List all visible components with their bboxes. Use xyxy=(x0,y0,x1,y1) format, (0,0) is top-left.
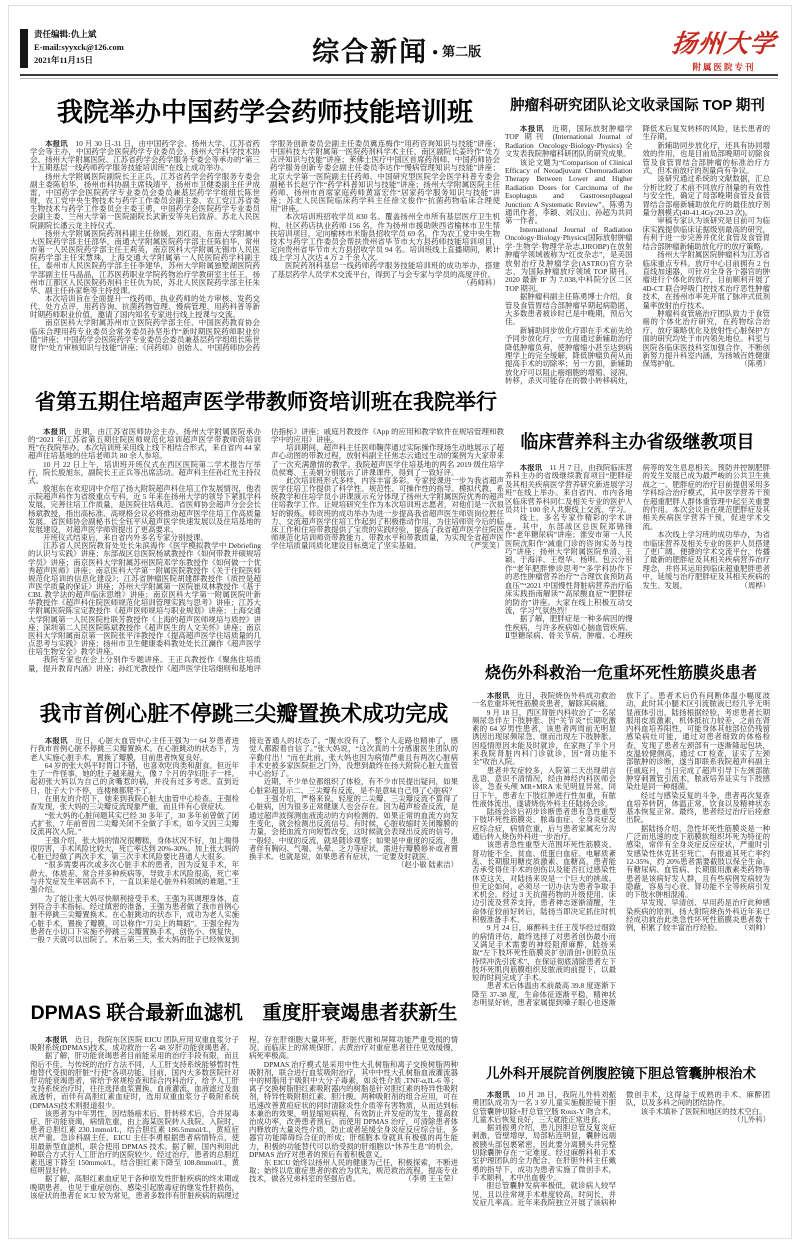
paragraph: 本报讯 近期，由江苏省医师协会主办、扬州大学附属医院承办的“2021 年江苏省第五期住院医师规范化培训超声医学带教师资培训班”在我院举办。本次培训班采用线上线下相结合形式，来自省内 44 家超声住培基地的住培老师共 80 余人参培。 xyxy=(28,428,262,461)
article-headline: 我院举办中国药学会药师技能培训班 xyxy=(56,97,473,127)
paragraph: 扬州大学附属医院药剂科副主任徐媛、刘红雨，东南大学附属中大医院药学部主任邵华，南通大学附属医院药学部主任陈伯华，常州市第一人民医院药学部主任王莉英，南京医科大学附属无锡市人民医院药学部主任宋慧珠，上海交通大学附属第一人民医院药学科副主任，泰州市人民医院药学部主任李建华，苏州大学附属独墅湖医院药学部副主任马晶晶，江苏医药职业学院药物治疗学教研室主任王，扬州市江都区人民医院药剂科主任仇为民，苏北人民医院药学部主任朱华、副主任孙家艳等主持授课。 xyxy=(30,228,260,295)
paragraph: 该手术填补了医院和地区的技术空白。 （儿外科） xyxy=(640,1106,770,1124)
page-number-label: 第二版 xyxy=(442,44,482,59)
article-oncology-top-journal xyxy=(505,94,770,387)
article-signature: （周桦） xyxy=(740,580,770,590)
date-line: 2021年11月15日 xyxy=(34,55,94,65)
byline-lead: 本报讯 xyxy=(486,692,518,700)
paragraph: 线上，多名专家作精彩的学术讲座。其中，东部战区总医院郑锦锋作“老年糖尿病”讲座；淮安市第一人民医院沈阳作“减重门诊的咨询实务与技巧”讲座；扬州大学附属医院单清、王颖、于海洋、王煜华、杨明、包云分别作“老年肥胖惨诊思考”“多学科协作下的恶性肿瘤营养治疗”“合理饮食预防高血压”“2021 中国慢性肾脏病营养治疗临床实践指南解读”“高尿酸血症”“肥胖症的防治”讲座。大家在线上积极互动交流，学习气氛热烈！ xyxy=(505,513,633,615)
article-signature: （赵小敏 陆素洁） xyxy=(397,860,458,870)
paragraph: 为了能让张大妈尽快顺利接受手术，王强为其调理身体，直到符合手术指标。经过缜密的准备，王强为患者做了我市首例心脏不停跳三尖瓣置换术。在心脏跳动的状态下，成功为老人实施心脏手术，置换了瓣膜，可以称作“刀尖上的舞蹈”。王强全程为患者在小切口下实施不停跳三尖瓣置换手术，创伤小、恢复快，一般 7 天就可以出院了。术后第三天，张大妈的肚子已经恢复到接近普通人的状态了。“腹水没有了，整个人走路也精神了，感觉人都跟着自信了。”张大妈说，“这次真的十分感谢医生团队的辛勤付出！”而在此前，张大妈也因为病情严重且有两次心脏病手术史被多家医院拒之门外，没想到最终在扬大附院心脏大血管中心治好了。 xyxy=(30,737,458,945)
paragraph: 殷旭东在欢迎词中介绍了扬大附院超声科住培工作发展情况，他表示院超声科作为省级重点专科，近 5 年来在扬州大学的领导下紧抓学科发展，完善住培工作质量，是医院住培典范。省医师协会超声分会会长杨斌教授，指出高标准、高规格会议必将推动超声医学住培工作高质量发展。省医师协会副秘书长全钰平从超声医学快速发展以及住培基地的发展建设，对超声医学师资提出了更高要求。 xyxy=(28,484,261,534)
article-body xyxy=(28,428,504,680)
article-headline: 省第五期住培超声医学带教师资培训班在我院举行 xyxy=(35,391,497,414)
paragraph: 培训期间，超声科主任医师鞠萍通过实际操作现场生动地展示了超声心动图的带教过程，放射科副主任焦志云通过生动的案例为大家带来了一次充满激情的教学。我院超声医学住培基地的两名 2019 级住培学员侯骞、王美娟分别展示了讲课课件，得到了一致好评。 xyxy=(271,443,504,477)
paragraph: 据陆扬介绍，急性坏死性筋膜炎是一种广泛而迅速的皮下筋膜软组织坏死为特征的感染，常伴有全身炎症反应症状，严重时引发感染性休克甚至死亡，有报道其死亡率约 12-35%，约 20%患者需要截肢以保全生命。有糖尿病、血管病、长期服用激素类药物等患者是该病好发人群，且有些病例发病较为隐蔽，容易与心衰、肾功能不全等疾病引发的下肢水肿相混淆。 xyxy=(626,823,770,900)
paragraph: 本报讯 11 月 7 日，由我院临床营养科主办的省级继续教育项目“肥胖症及其相关疾病医学营养研究新进展学习班”在线上举办。来自省内、市内各地区临床营养科同仁及相关专业的医护人员共计 100 余人共聚线上交流、学习。 xyxy=(505,464,633,515)
paragraph: 扬州大学附属医院副院长王正兵，江苏省药学会药学服务专委会副主委陈伯华，扬州市科协副主席钱靖平，扬州市卫健委副主任尹成雷，中国药学会医院药学专业委员会委员兼基层药学学组组长陈世财，农工党中央生物技术与药学工作委员会副主委、农工党江苏省委生物技术与药学工作委员会主委王勇，中国药学会医院药学专业委员会副主委、兰州大学第一医院副院长武新安等先后致辞。苏北人民医院副院长潘云龙主持仪式。 xyxy=(30,171,260,230)
article-burn-surgery-rescue xyxy=(472,660,770,1014)
paragraph: “张大妈的心脏问题其实已经 30 多年了，30 多年前曾做了闭式扩张，7 年前曾因二尖瓣关闭不全做了手术，如今又因三尖瓣反流再次入院。” xyxy=(30,810,239,837)
paragraph: 胆总管囊肿发病率极低，就诊病人较罕见，且以往常规手术难度较高，时间长，并发症几率高。近年来我院独立开展了该病种微创手术，这得益于成熟的手术、麻醉团队，以及多科之间的团结协作。 xyxy=(472,1091,770,1207)
paragraph: 肿瘤科食管癌治疗团队致力于食管癌的个体化治疗研究，在药物综合治疗、放疗策略优化及放射性心脏保护方面的研究均处于市内领先地位。科室与医院各临床医技科室加强合作，不断创新努力提升科室内涵，为扬城百姓健康保驾护航。 （陈勇） xyxy=(642,308,770,369)
paragraph: 开班仪式结束后，来自省内外多名专家分别授课。 xyxy=(43,533,208,543)
paragraph: 本次培训旨在全面提升一线药师、执业药师的处方审核、发药交代、处方点评、用药咨询、抗菌药物管理、慢病管理、用药科普等新时期药师职业价值，邀请了国内知名专家进行线上授课与交流。 xyxy=(30,293,260,320)
article-body xyxy=(505,125,770,387)
paragraph: 早发现、早清创、早用药是治疗此种感染疾病的原则。扬大附院烧伤外科近年来已经成功救治此类急性坏死性筋膜炎患者数十例，积累了较丰富治疗经验。 （刘帅） xyxy=(626,898,770,933)
paragraph: 64 岁的张大妈平时胃口不错，也喜欢吃肉类和甜食。但近年生了一件怪事，她的肚子越来越大，像 7 个月的孕妇肚子一样。起初张大妈以为自己的贪嘴惹的祸，并没有过多考虑。直到近日，肚子大个不停，连楼梯都爬不了。 xyxy=(30,760,239,795)
paragraph: 审稿专家认为该研究是目前可为临床实践提供临床证据级别最高的研究，有利于进一步完善并优化食管及食管胃结合部肿瘤新辅助放化疗的放疗策略。 xyxy=(642,216,770,251)
paragraph: 在朋友的介绍下，她来到我院心脏大血管中心检查。王强检查发现，张大妈的三尖瓣反流现象严重，而且伴有心衰症状。 xyxy=(30,794,239,812)
paragraph: 医院药剂科基层一线药师药学服务技能培训班的成功举办，搭建了基层药学人员学术交流平台，得到了与会专家与学员的高度评价。 （药师科） xyxy=(270,261,500,287)
paragraph: 患者并发症较多，入院第二天出现胡言乱语、意识不清情况，经由神经内科医师会诊，急查头颅 MR+MRA 未见明显异常。同日下午，患者左下肢红肿进行性加重，有脓性液体流出，遂请烧伤外科主任陆扬会诊。 xyxy=(472,765,616,808)
paragraph: 本报讯 10 月 30 日-31 日，由中国药学会、扬州大学、江苏省药学会等主办，中国药学会医院药学专业委员会、扬州大学科学技术协会、扬州大学附属医院、江苏省药学会药学服务专委会等承办的“第三十五期基层一线药师药学服务技能培训班”在线上成功举办。 xyxy=(30,140,261,173)
article-body xyxy=(30,140,500,358)
byline-lead: 本报讯 xyxy=(519,464,550,472)
paragraph: 据了解，肝功能衰竭患者目前能采用的治疗手段有限，而且预后不佳。与传统的治疗方法不同，人工肝支持系统能够暂时性地替代受损的肝脏“行使”各项功能。目前，国内大多数医院针对肝功能衰竭患者，常给予常规检查和综合内科治疗，给予人工肝支持系统治疗时，往往选择血浆置换、血液灌流、血液滤过及血液透析，而伴有高胆红素血症时，选用双重血浆分子吸附系统(DPMAS)技术则报道很少。 xyxy=(30,1051,239,1110)
article-dpmas-liver-failure xyxy=(30,997,458,1206)
article-headline: 临床营养科主办省级继教项目 xyxy=(520,432,755,452)
paragraph: 该患者急性重型大范围坏死性筋膜炎、肾功能不全、贫血、低蛋白血症、电解质紊乱、长期服用糖皮质激素、血糖高，患者能否承受得住手术的创伤以及能否扛过感染性休克这关，对陆扬来说是一个巨大的挑战。但无论如何，必须尽一切办法为患者争取手术机会。经过 3 天抗菌药物的升级使用、床边引流及营养支持，患者神志逐渐清醒，生命体征较前好转后，陆扬当即决定抓住时机积极准备手术。 xyxy=(472,840,616,925)
paragraph: 10 月 22 日上午，培训班开班仪式在西区医院第二学术报告厅举行，院长殷旭东，副院长王正兵等出席活动。超声科主任孙红光主持仪式。 xyxy=(28,459,261,485)
paragraph: 新辅助同步放化疗即在手术前先给予同步放化疗，一方面通过新辅助治疗降低肿瘤负荷，使肿瘤缩小甚至达到病理学上的完全缓解，降低肿瘤负荷从而提高手术的切除率；另一方面，新辅助放化疗可以阻止癌细胞的增殖、浸润、转移，杀灭可能存在的微小转移病灶，降低术后复发转移的风险，延长患者的生存期。 xyxy=(505,125,770,386)
article-headline: DPMAS 联合最新血滤机 重度肝衰竭患者获新生 xyxy=(30,1002,458,1024)
paragraph: 新辅助同步放化疗，还具有协同增效的作用，也是目前局部晚期可切除食管及食管胃结合部肿瘤的标准治疗方式，但术前放疗的剂量尚有争议。 xyxy=(642,140,770,176)
article-clinical-nutrition xyxy=(505,428,770,642)
byline-lead: 本报讯 xyxy=(43,428,75,436)
paragraph: “很多需要再次或多次心脏手术的患者，因为反复手术，年龄大、体质差、常合并多种疾病等，导致手术风险很高，死亡率与并发症发生率居高不下，一直以来是心脏外科领域的难题。”王强介绍。 xyxy=(30,860,239,895)
paragraph: 9 月 24 日，麻醉科主任王茂华经过细致的病情评估，最终选择了对患者创伤最小而又满足手术需要的神经阻滞麻醉，陆扬采取“左下肢坏死性筋膜炎扩创清创+创腔负压持续冲洗引流术”，在保证彻底清除患者左下肢坏死肌肉筋膜组织及脓液的前提下，以最短的时间完成了手术。 xyxy=(472,923,616,983)
masthead-accent-bar xyxy=(20,29,28,68)
paragraph: 我院专家也在会上分别作专题讲座。王正兵教授作《聚焦住培质量，提升教育内涵》讲座；孙红光教授作《超声医学住培细则和基地评估指标》讲座；戚庭月教授作《App 的应用和教学软件在规培管理和教学中的应用》讲座。 xyxy=(28,428,504,673)
paragraph: 江苏省人民医院教育处处长朱滨海作《医学模拟教学中 Debriefing 的认识与实践》讲座；东部战区总医院杨斌教授作《如何带教并硕规培学员》讲座；南京医科大学附属苏州医院邓学东教授作《如何做一个优秀超声医师》讲座；南京医科大学第一附属医院教授作《关于住院医师规范化培训的信息化建设》；江苏省肿瘤医院胡建群教授作《质控是超声医学质量的保证》讲座；苏州大学附属第一医院崔凤林教授作《基于 CBL 教学法的超声临床思维》讲座；南京医科大学第一附属医院叶新华教授作《超声科住院医师规范化培训管理实践与思考》讲座；江苏大学附属医院陈宝定教授作《超声医师规培与职业规划》讲座；上海交通大学附属第一人民医院杜联芳教授作《上海的超声医师规培与质控》讲座；深圳第二人民医院陈斌教授作《超声医生的人文关怀》讲座；南京医科大学附属南京第一医院张平洋教授作《提高超声医学住培质量的几点思考与实践》讲座；扬州市卫生健康委科教处处长江澜作《超声医学住培生物安全》教学讲座。 xyxy=(28,541,261,657)
paragraph: 本次线上学习班的成功举办，为省市临床营养及相关专业的医护人员搭建了更广阔、便捷的学术交流平台，传播了最新的肥胖症及其相关疾病营养治疗理念，并将其运用到临床超重肥胖患者中，延缓与治疗肥胖症及其相关疾病的发生、发展。 （周桦） xyxy=(642,530,770,590)
masthead-info xyxy=(34,28,124,67)
article-headline: 肿瘤科研究团队论文收录国际 TOP 期刊 xyxy=(510,98,765,114)
byline-lead: 本报讯 xyxy=(44,737,76,745)
paragraph: 本报讯 10 月 28 日，我院儿外科刘振勇团队成功为一名 3 岁儿童实施腹腔镜下胆总管囊肿切除+肝总管空肠 Roux-Y 吻合术，儿童术后恢复良好，三天就能正常进食。 xyxy=(472,1091,616,1124)
article-body xyxy=(472,692,770,1014)
yangzhou-university-logo: 扬州大学 xyxy=(670,31,778,58)
article-pharmacist-training xyxy=(30,92,500,358)
article-heart-valve-surgery xyxy=(30,697,458,945)
paragraph: 该研究通过系统的文献数据，汇总分析比较了术前不同放疗剂量的有效性与安全性，确定了局部晚期食管及食管胃结合部癌新辅助放化疗的最佳放疗剂量分割模式(40-41.4Gy/20-23 次)。 xyxy=(642,174,770,218)
paragraph: 陆扬会诊后初步诊断患者患有急性重型下肢坏死性筋膜炎、脓毒血症、全身炎症反应综合症，病情危重，后与患者家属充分沟通后转入烧伤外科进一步治疗。 xyxy=(472,807,616,842)
article-body xyxy=(30,737,458,945)
paragraph: 本次培训班招收学员 830 名。覆盖扬州全市所有基层医疗卫生机构、社区药店执业药师 156 名，作为扬州市援助陕西省榆林市卫生帮扶培训项目，定向榆林市米脂县招收学员 69 名，作为农工党中央生物技术与药学工作委员会帮扶贵州省毕节市大方县药师技能培训项目，定向贵州省毕节市大方县招收学员 94 名。培训班线上直播期间，累计线上学习人次达 4 万 2 千余人次。 xyxy=(270,212,500,263)
paragraph: 王强介绍，张大妈的情况很糟糕，身体状况不好，加上喘得很厉害，手术风险比较大，死亡率达到 20%-30%。加上张大妈的心脏已经做了两次手术，第三次手术风险要比普通人大很多。 xyxy=(30,835,239,862)
affiliated-hospital-label: 附属医院专刊 xyxy=(692,62,756,72)
byline-lead: 本报讯 xyxy=(519,125,553,133)
byline-lead: 本报讯 xyxy=(44,1036,75,1044)
article-pediatric-laparoscopy xyxy=(472,1062,770,1217)
brand-box xyxy=(672,24,776,73)
article-signature: （李勇 王玉荣） xyxy=(404,1174,458,1184)
paragraph: 据刘振勇介绍，患儿因胆总管反复炎症刺激，管壁增厚，局部粘连明显，囊肿远端被胰头部包裹紧密，因此要分离胰头并完整切除囊肿存在一定难度。经过麻醉科和手术室护理团队的全力配合，在肝胆外科主任戴勇的指导下，成功为患者实施了微创手术，手术顺利，术中出血极少。 xyxy=(472,1123,616,1182)
paragraph: 该论文题为“Comparison of Clinical Efficacy of Neoadjuvant Chemoradiation Therapy Between Lower and Higher Radiation Doses for Carcinoma of the Esophagus and Gastroesophageal Junction: A Systematic Review”。陈勇为通讯作者，李颖、刘汉山、孙超为共同第一作者。 xyxy=(505,157,633,226)
paragraph: 9 月 18 日，西区肾脏内科收治了一名尿频尿急伴左下肢肿胀、因“关节炎”长期吃激素的 64 岁男性患者，该患者两周前无明显诱因出现尿频尿急，继而出现左下肢肿胀。因疫情原因未能及时就诊，在家拖了半个月来我院肾脏内科门诊就诊，因“肾功能不全”收治入院。 xyxy=(472,707,616,767)
paragraph: 王强介绍，严格来说，轻度的二尖瓣、三尖瓣反流不算得了心脏病，因为很多正常健康人也会存在。因为超声检查反流，是通过超声波探测血液流动的方向检测的。如果正常的血流方向发生变化，就会检测出反流信号。有时候，心脏收缩时关闭瓣膜的力量，会使血流方向短暂改变，这时候就会表现出反流的信号。一般轻、中度的反流，就是随诊观察；如果是中重度的反流，患者伴有胸闷、气喘、头晕、乏力等症状，需进行瓣膜修补或者置换手术。也就是说，如果患者有症状，一定要及时就医。 （赵小敏 陆素洁） xyxy=(249,794,458,870)
paragraph: DPMAS 治疗模式是采用中性大孔树脂和离子交换树脂两种吸附剂，联合进行血浆吸附治疗，其中中性大孔树脂血液灌流器中的树脂用于吸附中大分子毒素，如炎性介质 ,TNF-α,IL-6 等；离子交换树脂胆红素吸附器内的树脂是针对胆红素的特异性吸附剂，特异性吸附胆红素、胆汁酸。两种吸附剂的组合应用，可在迅速改善黄疸症状的同时清除炎性介质等有害物质，从而达到标本兼治的效果，明显缩短病程，有效防止并发症的发生，提高救治成功率，改善患者预后。而使用 DPMAS 治疗，可清除患者体内释放的大量炎性介质，防止或者延缓全身炎症反应综合征，多器官功能障碍综合征的形成；肝细胞本身就具有极强的再生能力，积极的功能替代可以给受损的肝细胞以“休养生息”的机会，DPMAS 治疗对患者的预后有着积极意义。 xyxy=(249,1059,458,1159)
section-header xyxy=(312,30,481,69)
paragraph: 经过与感染反复的斗争，患者再次复查血培养转阴，体温正常，饮食以及精神状态基本恢复正常。最终，患者经过治疗后痊愈出院。 xyxy=(626,790,770,825)
article-ultrasound-training xyxy=(28,386,504,680)
byline-lead: 本报讯 xyxy=(45,140,76,148)
article-signature: （严笑笑） xyxy=(466,541,504,551)
article-signature: （药师科） xyxy=(462,277,500,287)
email-line: E-mail:syyxck@126.com xyxy=(34,42,124,52)
article-signature: （儿外科） xyxy=(733,1114,770,1124)
article-signature: （刘帅） xyxy=(740,923,770,933)
paragraph: 东 EICU 始终以扬州人民的健康为己任，积极探索，不断进取；始终以危重症患者的救治为优先，规范救治流程，提高专业技术，做各兄弟科室的坚强后盾。 （李勇 王玉荣） xyxy=(249,1158,458,1184)
paragraph: 扬州大学附属医院肿瘤科为江苏省临床重点专科。放疗中心目前拥有 2 台直线加速器，可针对全身各个器官的肿瘤进行个体化的放疗，目前顺利开展了 4D-CT 联合呼吸门控技术治疗恶性肿瘤技术，在扬州市率先开展了脉冲式低剂量率放射治疗技术。 xyxy=(642,250,770,310)
paragraph: 本报讯 近日，我院烧伤外科成功救治一名危重坏死性筋膜炎患者，解除其病痛。 xyxy=(472,692,616,709)
paragraph: 据肿瘤科副主任陈勇博士介绍，食管及食管胃结合部肿瘤早期起病隐匿，大多数患者被诊时已是中晚期，预后欠佳。 xyxy=(505,292,633,327)
article-headline: 儿外科开展院首例腹腔镜下胆总管囊肿根治术 xyxy=(486,1066,756,1081)
paragraph: 该患者为中年男性，因结肠癌术后、肝转移术后，合并尿毒症、肝功能衰竭，病情危重，由上海某医院转入我院。入院时，患者总胆红素 230.1mmol/L，结合胆红素 186.5mmol/L，黄疸症状严重。急诊科副主任、EICU 主任李勇根据患者病情特点，使用最新型血滤机，联合使用 DPMAS 技术。据了解，国内利用此种联合方式行人工肝治疗的医院较少。经过治疗，患者的总胆红素迅速下降至 150mmol/L，结合胆红素下降至 108.8mmol/L，黄疸明显好转。 xyxy=(30,1108,239,1176)
article-signature: （陈勇） xyxy=(740,359,770,369)
masthead-rule xyxy=(20,74,778,79)
editor-line: 责任编辑:仇上斌 xyxy=(34,29,97,39)
article-headline: 烧伤外科救治一危重坏死性筋膜炎患者 xyxy=(484,665,757,682)
paragraph: 此次培训班形式多样，内容丰富多彩。专家授课进一步为我省超声医学住培工作提供了科学性、规范性、可操作性的指导。模拟代教、系统教学和住培学员小讲课演示充分体现了扬州大学附属医院优秀的超声住培教学工作。让规培研究生作为本次培训班志愿者，对他们是一次很好的锻炼。师资班的成功举办为进一步提高我省超声医生师资岗位胜任力、交流超声医学住培工作起到了积极推动作用，为住培师资今后的临床工作和住培带教提供了宝贵的实践经验，提高了我省超声医学住院医师规范化培训师资带教能力、带教水平和带教质量，为实现全省超声医学住培质量同质化建设目标奠定了坚实基础。 （严笑笑） xyxy=(271,475,504,551)
article-body xyxy=(505,464,770,642)
section-title: 综合新闻 xyxy=(312,37,429,67)
paragraph: 本报讯 近期，国际放射肿瘤学 TOP 期刊 (International Journal of Radiation Oncology·Biology·Physics)全文发表我院肿瘤科研团队的研究成果。 xyxy=(505,125,633,159)
byline-lead: 本报讯 xyxy=(486,1091,518,1099)
dot-separator-icon: ● xyxy=(432,47,439,58)
article-headline: 我市首例心脏不停跳三尖瓣置换术成功完成 xyxy=(39,702,449,726)
paragraph: 近期，不少单位都组织了体检，有不少市民提出疑问，如果心脏彩超显示二、三尖瓣有反流，是不是意味自己得了心脏病？ xyxy=(249,777,458,795)
paragraph: 据了解，高胆红素血症见于各种原发性肝脏疾病的终末期或晚期患者，也见于重症创伤、感染引起脓毒症的继发性肝损伤，该症状的患者在 ICU 较为常见，患者多数伴有肝脏疾病的病理过程，存在肝细胞大量坏死，肝脏代谢和屏障功能严重受损的情况。而临床上的常规保肝、去黄治疗对重症患者往往见效缓慢，病死率极高。 xyxy=(30,1036,458,1200)
article-body xyxy=(472,1091,770,1217)
paragraph: 南京医科大学附属苏州市立医院药学部主任、中国医药教育协会临床合理用药专业委员会常务委员孙坚彤作“新时期医院药师职业价值”讲座；中国药学会医院药学专业委员会委员兼基层药学组组长陈世财作“处方审核知识与技能”讲座；《问药师》创始人、中国药师协会药学服务创新委员会副主任委员冀连梅作“用药咨询知识与技能”讲座；中国科技大学附属第一医院药剂科学术主任、南区副院长姜玲作“处方点评知识与技能”讲座；莱佛士医疗中国区首席药剂师、中国药师协会药学服务创新专委会副主任委员李达作“慢病管理知识与技能”讲座；北京大学第一医院副主任药师、中国研究型医院学会医学科普专委会副秘书长赵宁作“药学科普知识与技能”讲座；扬州大学附属医院主任药师、扬州市首席家庭药师黄富宏作“居家药学服务知识与技能”讲座；苏北人民医院临床药学科主任徐文俊作“抗菌药物临床合理使用”讲座。 xyxy=(30,140,500,352)
article-body xyxy=(30,1036,458,1206)
paragraph: International Journal of Radiation Oncology·Biology·Physics(国际放射肿瘤学·生物学·物理学杂志,IJROBP)在放射肿瘤学领域被称为“红皮杂志”，是美国放射治疗及肿瘤学会(ASTRO)官方杂志，为国际肿瘤放疗领域 TOP 期刊。2020 最新 IF 为 7.038,中科院分区二区 TOP 期刊。 xyxy=(505,224,633,293)
paragraph: 本报讯 近日，我院东区医院 EICU 团队应用双重血浆分子吸附系统(DPMAS)技术，成功救治一名 48 岁肝功能衰竭患者。 xyxy=(30,1036,239,1053)
paragraph: 据了解，肥胖症是一种多病因的慢性疾病，与许多疾病如心脑血管疾病、Ⅱ型糖尿病、骨关节病、肿瘤、心理疾病等的发生息息相关。预防并控制肥胖的发生发展已成为最严峻的公共卫生挑战之一。肥胖症的治疗目前提倡采用多学科综合治疗模式，其中医学营养干预在超重肥胖人群体重管理中起至关重要的作用。本次会议旨在规范肥胖症及其相关疾病医学营养干预，促进学术交流。 xyxy=(505,464,770,641)
paragraph: 患者术后体温由术前最高 39.8 度逐渐下降至 37-38 度，生命体征逐渐平稳，精神状态明显好转，患者家属提到嗓子眼心也逐渐放下了。患者术后仍有间断体温小幅度波动，此时其小腿术区引流脓液已经几乎无明显液体引出，陆扬根据经验，考虑患者长期服用皮质激素，机体抵抗力较差，之前在肾内科血培养阳性，可能身体其他部位仍残留感染病灶可能，通过对患者细致的体格检查，发现了患者左颈部有一逐渐隆起包块，皮温较健侧高，通过 CT 检查，证实了左颈部脓肿的诊断，遂当即联系我院超声科副主任戚庭月，当日完成了超声引导下左颈部脓肿穿刺置管引流术，脓液培养证实与下肢感染灶是同一种细菌。 xyxy=(472,692,770,1007)
paragraph: 本报讯 近日，心脏大血管中心主任王强为一 64 岁患者进行我市首例心脏不停跳三尖瓣置换术。在心脏跳动的状态下，为老人实施心脏手术，置换了瓣膜，目前患者恢复良好。 xyxy=(30,737,239,762)
